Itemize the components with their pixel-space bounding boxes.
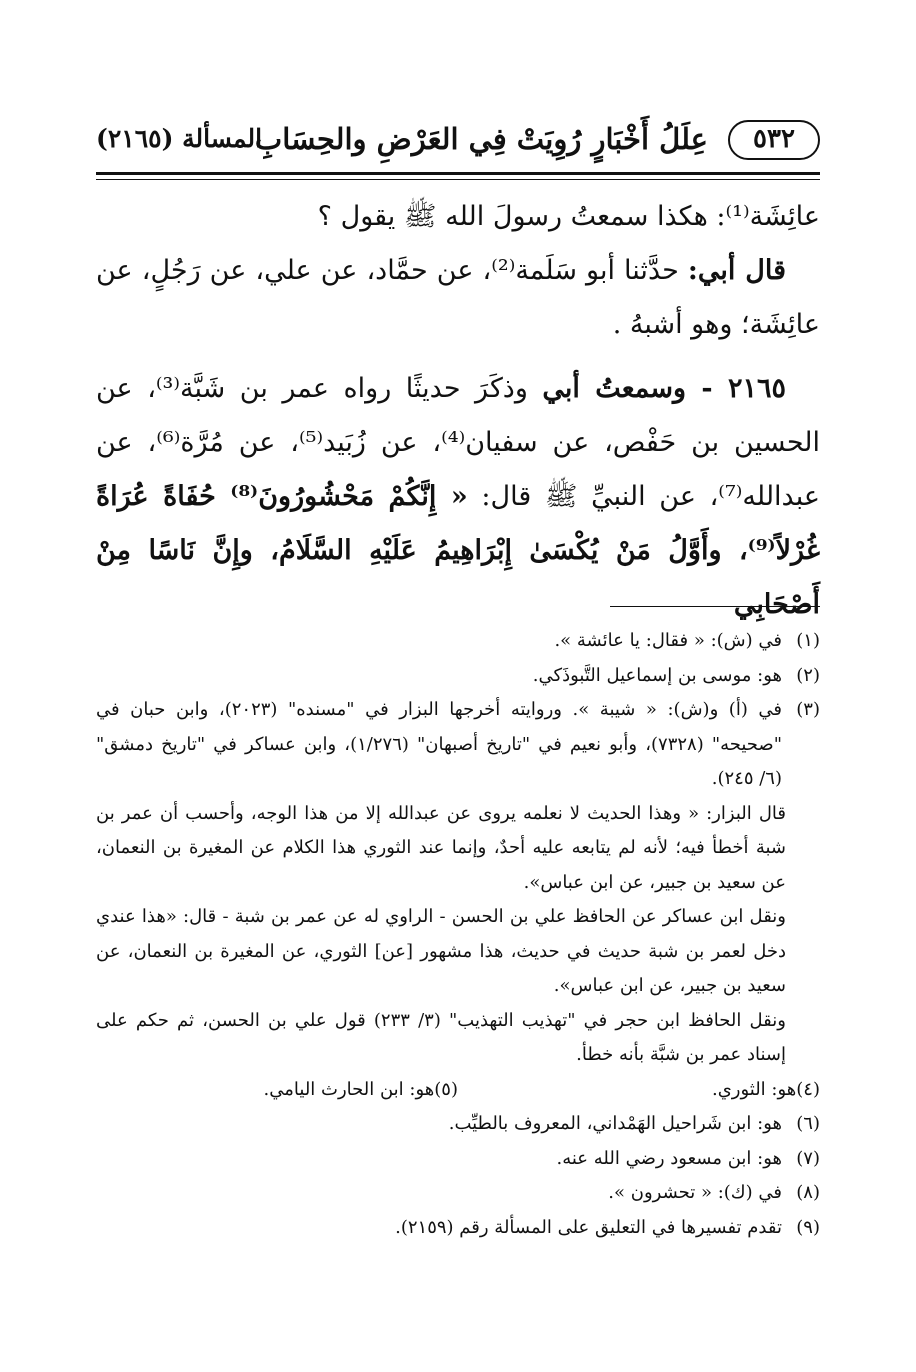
paragraph-3	[96, 362, 820, 632]
footnote-text: تقدم تفسيرها في التعليق على المسألة رقم (٢١٥٩).	[395, 1216, 782, 1238]
footnote-number: (٤)	[796, 1078, 820, 1100]
footnote-text: هو: ابن الحارث اليامي.	[263, 1078, 435, 1100]
footnote-6	[96, 1107, 820, 1142]
footnote-8	[96, 1176, 820, 1211]
paragraph-3-text: وذكَرَ حديثًا رواه عمر بن شَبَّة⁽³⁾، عن الحسين بن حَفْص، عن سفيان⁽⁴⁾، عن زُبَيد⁽⁵⁾، عن مُرَّة⁽⁶⁾، عن عبدالله⁽⁷⁾، عن النبيِّ ﷺ قال:	[96, 373, 821, 512]
footnote-3-ibn-hajar: ونقل الحافظ ابن حجر في "تهذيب التهذيب" (٣/ ٢٣٣) قول علي بن الحسن، ثم حكم على إسناد عمر بن شبَّة بأنه خطأ.	[96, 1009, 786, 1065]
footnote-number: (١)	[796, 630, 820, 651]
footnote-2	[96, 659, 820, 694]
running-title: عِلَلُ أَخْبَارٍ رُوِيَتْ فِي العَرْضِ والحِسَابِ	[254, 122, 708, 156]
footnote-separator	[610, 606, 820, 607]
footnote-text: في (أ) و(ش): « شيبة ». وروايته أخرجها البزار في "مسنده" (٢٠٢٣)، وابن حبان في "صحيحه" (٧٣٢٨)، وأبو نعيم في "تاريخ أصبهان" (١/٢٧٦)، وابن عساكر في "تاريخ دمشق" (٦/ ٢٤٥).	[96, 699, 782, 789]
footnote-text: هو: الثوري.	[711, 1078, 797, 1100]
footnotes	[96, 624, 820, 1245]
hadith-text: « إِنَّكُمْ مَحْشُورُونَ⁽⁸⁾ حُفَاةً عُرَاةً غُرْلاً⁽⁹⁾، وأَوَّلُ مَنْ يُكْسَىٰ إِبْرَاهِيمُ عَلَيْهِ السَّلَامُ، وإِنَّ نَاسًا مِنْ أَصْحَابِي	[96, 481, 820, 620]
footnote-pair-4-5	[96, 1073, 820, 1108]
masala-number: المسألة (٢١٦٥)	[96, 124, 263, 153]
footnote-number: (٧)	[796, 1147, 820, 1169]
footnote-number: (٦)	[796, 1113, 820, 1134]
paragraph-2-lead: قال أبي:	[687, 255, 786, 286]
footnote-4	[458, 1073, 820, 1108]
page-number: ٥٣٢	[728, 120, 820, 160]
paragraph-1: عائِشَة⁽¹⁾: هكذا سمعتُ رسولَ الله ﷺ يقول ؟	[317, 201, 820, 232]
footnote-1	[96, 624, 820, 659]
header-rule	[96, 172, 820, 175]
footnote-3-ibn-asakir: ونقل ابن عساكر عن الحافظ علي بن الحسن - الراوي له عن عمر بن شبة - قال: «هذا عندي دخل لعمر بن شبة حديث في حديث، هذا مشهور [عن] الثوري، عن المغيرة بن النعمان، عن سعيد بن جبير، عن ابن عباس».	[96, 906, 786, 996]
footnote-text: هو: موسى بن إسماعيل التَّبوذَكي.	[532, 664, 782, 686]
footnote-number: (٣)	[796, 699, 820, 720]
footnote-9	[96, 1211, 820, 1246]
paragraph-2-text: حدَّثنا أبو سَلَمة⁽²⁾، عن حمَّاد، عن علي، عن رَجُلٍ، عن عائِشَة؛ وهو أشبهُ .	[96, 255, 820, 340]
footnote-number: (٩)	[796, 1216, 820, 1238]
footnote-number: (٥)	[434, 1078, 458, 1100]
footnote-text: هو: ابن مسعود رضي الله عنه.	[556, 1147, 782, 1169]
footnote-3	[96, 693, 820, 797]
masala-lead: ٢١٦٥ - وسمعتُ أبي	[542, 373, 786, 404]
footnote-3-bazzar: قال البزار: « وهذا الحديث لا نعلمه يروى عن عبدالله إلا من هذا الوجه، وأحسب أن عمر بن شبة أخطأ فيه؛ لأنه لم يتابعه عليه أحدٌ، وإنما عند الثوري هذا الكلام عن المغيرة بن النعمان، عن سعيد بن جبير، عن ابن عباس».	[96, 802, 786, 893]
footnote-number: (٢)	[796, 664, 820, 686]
footnote-text: في (ش): « فقال: يا عائشة ».	[554, 630, 782, 651]
footnote-text: في (ك): « تحشرون ».	[608, 1182, 782, 1203]
footnote-7	[96, 1142, 820, 1177]
paragraph-2	[96, 244, 820, 352]
main-text	[96, 190, 820, 632]
header-rule-thin	[96, 179, 820, 180]
page-header	[96, 118, 820, 166]
footnote-number: (٨)	[796, 1182, 820, 1203]
footnote-5	[96, 1073, 458, 1108]
footnote-text: هو: ابن شَراحيل الهَمْداني، المعروف بالطيِّب.	[448, 1113, 782, 1134]
